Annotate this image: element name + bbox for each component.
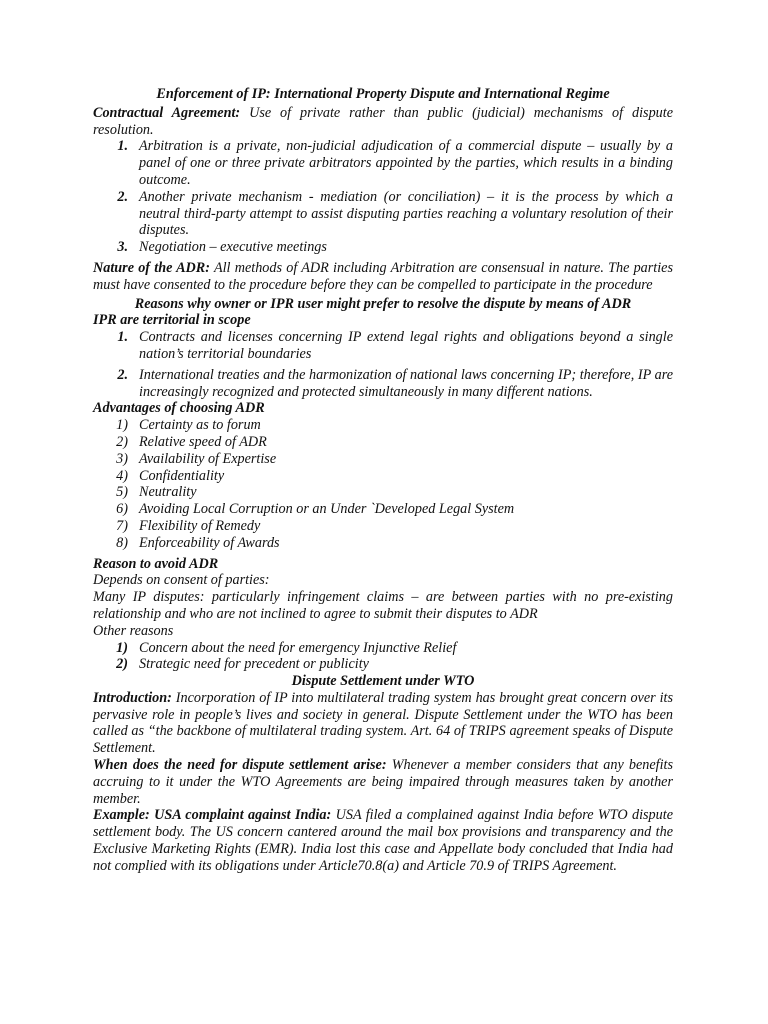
- nature-text: All methods of ADR including Arbitration are consensual in nature. The parties must have consented to the procedure before they can be compelled to participate in the procedure: [93, 259, 674, 293]
- wto-intro-label: Introduction:: [93, 689, 172, 706]
- list-item: 5) Neutrality: [116, 484, 197, 501]
- wto-when: [93, 757, 673, 807]
- avoid-heading: Reason to avoid ADR: [93, 555, 219, 572]
- wto-when-label: When does the need for dispute settlement arise:: [93, 757, 387, 774]
- avoid-list: [93, 640, 673, 674]
- advantages-list: [93, 417, 673, 551]
- avoid-line3: Other reasons: [93, 622, 174, 639]
- list-item: 2. Another private mechanism - mediation (or conciliation) – it is the process by which a neutral third-party attempt to assist disputing parties reaching a voluntary resolution of their disputes.: [117, 188, 673, 239]
- contractual-paragraph: [93, 105, 673, 139]
- list-item: 2. International treaties and the harmonization of national laws concerning IP; therefore, IP are increasingly recognized and protected simultaneously in many different nations.: [117, 366, 673, 400]
- list-item: 8) Enforceability of Awards: [116, 534, 280, 551]
- list-item: 2) Relative speed of ADR: [116, 433, 267, 450]
- wto-when-text: Whenever a member considers that any benefits accruing to it under the WTO Agreements are being impaired through measures taken by another member.: [93, 757, 673, 807]
- wto-example-text: USA filed a complained against India before WTO dispute settlement body. The US concern cantered around the mail box provisions and transparency and the Exclusive Marketing Rights (EMR). India lost this case and Appellate body concluded that India had not complied with its obligations under Article70.8(a) and Article 70.9 of TRIPS Agreement.: [93, 807, 673, 874]
- contractual-list: [93, 138, 673, 256]
- reasons-list: [93, 329, 673, 400]
- list-item: 1. Arbitration is a private, non-judicial adjudication of a commercial dispute – usually by a panel of one or three private arbitrators appointed by the parties, which results in a binding outcome.: [117, 138, 673, 188]
- wto-example-label: Example: USA complaint against India:: [93, 807, 332, 824]
- wto-intro: [93, 690, 673, 757]
- wto-heading: Dispute Settlement under WTO: [291, 673, 475, 690]
- list-item: 3) Availability of Expertise: [116, 450, 277, 467]
- wto-example: [93, 807, 673, 874]
- advantages-heading: Advantages of choosing ADR: [93, 400, 265, 417]
- list-item: 7) Flexibility of Remedy: [116, 517, 261, 534]
- avoid-line1: Depends on consent of parties:: [93, 572, 270, 589]
- list-item: 3. Negotiation – executive meetings: [117, 239, 327, 256]
- reasons-heading: Reasons why owner or IPR user might prefer to resolve the dispute by means of ADR: [134, 295, 632, 312]
- list-item: 4) Confidentiality: [116, 467, 225, 484]
- nature-heading: Nature of the ADR:: [93, 259, 210, 276]
- document-title: Enforcement of IP: International Property Dispute and International Regime: [156, 86, 610, 102]
- reasons-subheading: IPR are territorial in scope: [93, 312, 251, 329]
- contractual-heading: Contractual Agreement:: [93, 104, 241, 121]
- list-item: 1. Contracts and licenses concerning IP extend legal rights and obligations beyond a single nation’s territorial boundaries: [117, 329, 673, 362]
- list-item: 2) Strategic need for precedent or publicity: [116, 656, 369, 673]
- avoid-line2: Many IP disputes: particularly infringement claims – are between parties with no pre-existing relationship and who are not inclined to agree to submit their disputes to ADR: [93, 589, 673, 622]
- nature-paragraph: [93, 260, 673, 294]
- list-item: 1) Certainty as to forum: [116, 417, 261, 434]
- list-item: 1) Concern about the need for emergency Injunctive Relief: [116, 639, 457, 656]
- list-item: 6) Avoiding Local Corruption or an Under `Developed Legal System: [116, 501, 515, 518]
- wto-intro-text: Incorporation of IP into multilateral trading system has brought great concern over its pervasive role in people’s lives and society in general. Dispute Settlement under the WTO has been called as “the backbone of multilateral trading system. Art. 64 of TRIPS agreement speaks of Dispute Settlement.: [93, 689, 673, 757]
- contractual-text: Use of private rather than public (judicial) mechanisms of dispute resolution.: [93, 104, 674, 138]
- document-page: [93, 86, 673, 875]
